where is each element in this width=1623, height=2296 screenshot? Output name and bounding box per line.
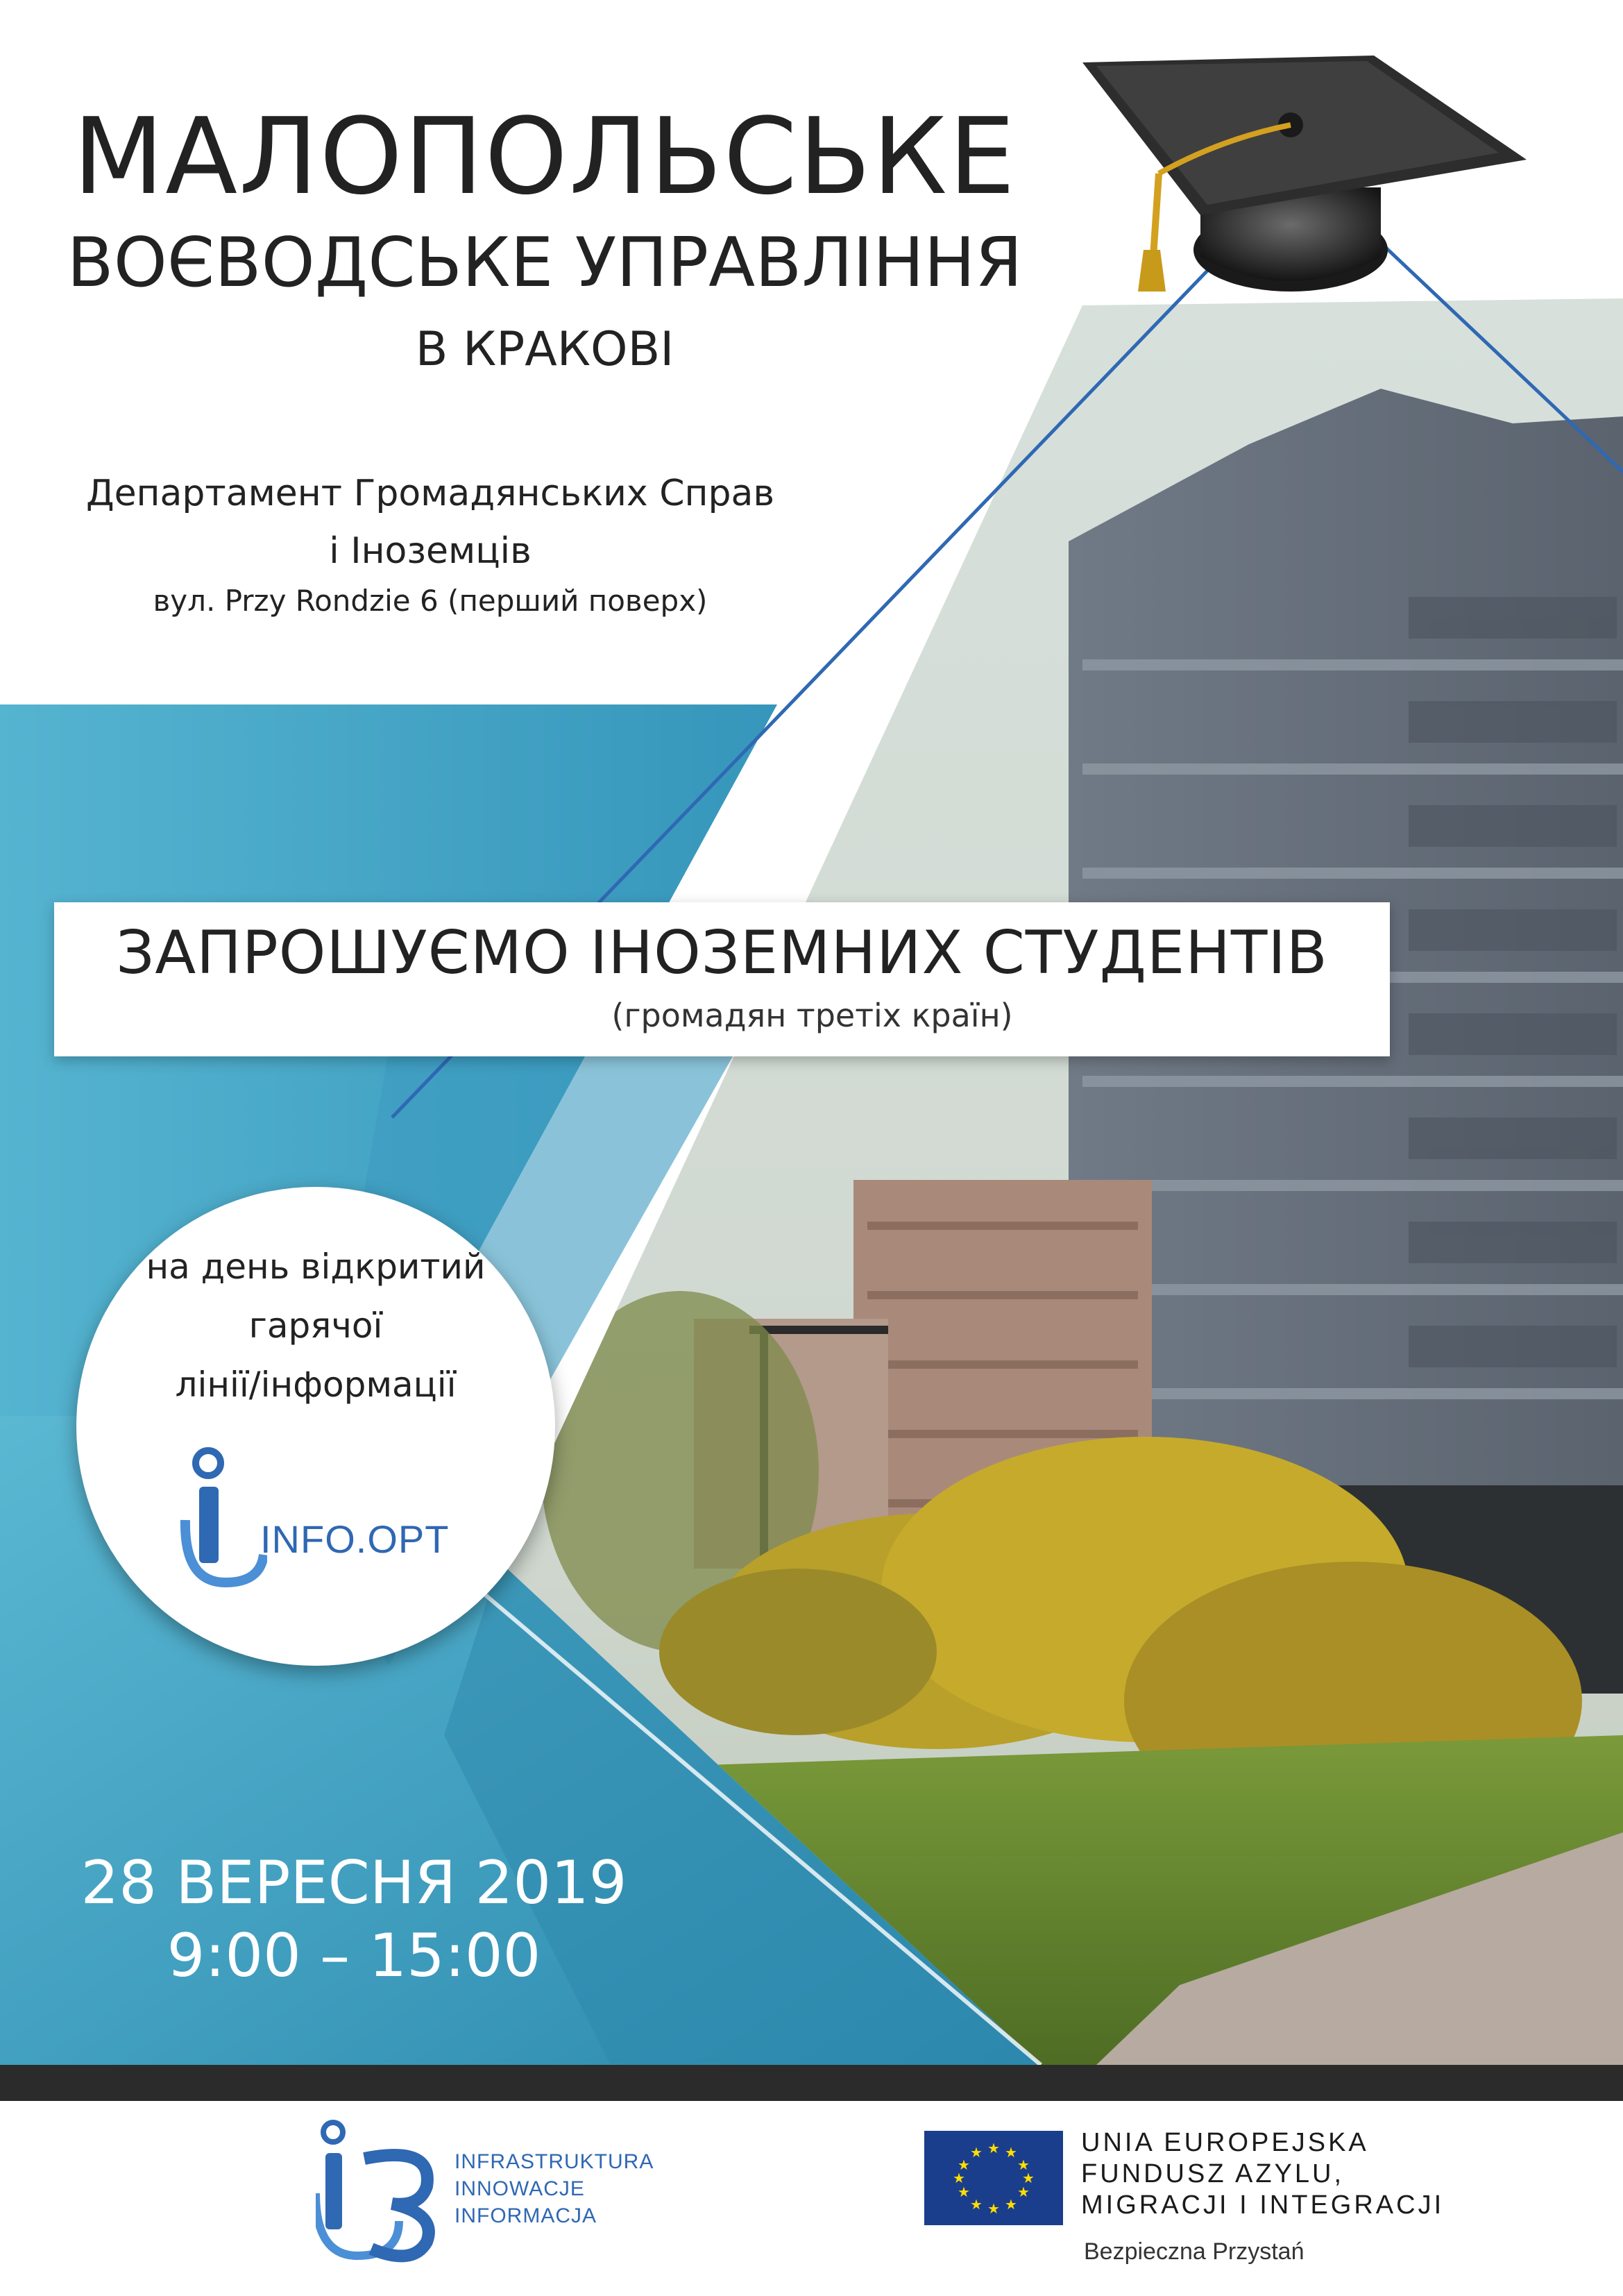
svg-text:★: ★ — [1022, 2170, 1035, 2186]
svg-text:★: ★ — [987, 2140, 1000, 2156]
info-opt-logo — [177, 1444, 267, 1596]
svg-text:★: ★ — [1005, 2196, 1017, 2213]
event-line1: на день відкритий — [146, 1247, 486, 1287]
svg-text:★: ★ — [987, 2200, 1000, 2217]
department-line2: і Іноземців — [329, 530, 532, 572]
invitation-title: ЗАПРОШУЄМО ІНОЗЕМНИХ СТУДЕНТІВ — [116, 918, 1328, 988]
svg-text:★: ★ — [1005, 2144, 1017, 2161]
eu-flag — [924, 2131, 1063, 2225]
event-line2: гарячої — [248, 1306, 383, 1346]
iii-logo-text — [454, 2148, 654, 2229]
event-time: 9:00 – 15:00 — [167, 1921, 541, 1991]
svg-text:★: ★ — [953, 2170, 965, 2186]
svg-text:★: ★ — [1017, 2184, 1030, 2200]
title-line2: ВОЄВОДСЬКЕ УПРАВЛІННЯ — [67, 223, 1023, 303]
eu-fund-text — [1081, 2127, 1444, 2220]
info-opt-logo-text: INFO.OPT — [260, 1517, 450, 1561]
svg-text:★: ★ — [970, 2196, 983, 2213]
event-date: 28 ВЕРЕСНЯ 2019 — [80, 1848, 627, 1918]
title-line1: МАЛОПОЛЬСЬКЕ — [73, 95, 1017, 218]
svg-text:★: ★ — [970, 2144, 983, 2161]
footer-bar — [0, 2065, 1623, 2101]
title-line3: В КРАКОВІ — [415, 322, 674, 377]
svg-text:★: ★ — [958, 2184, 970, 2200]
eu-line1: UNIA EUROPEJSKA — [1081, 2128, 1369, 2157]
iii-line2: INNOWACJE — [454, 2177, 585, 2200]
department-address: вул. Przy Rondzie 6 (перший поверх) — [153, 584, 708, 618]
eu-program-name: Bezpieczna Przystań — [1084, 2238, 1305, 2265]
eu-line2: FUNDUSZ AZYLU, — [1081, 2159, 1345, 2188]
graduation-cap-icon — [1082, 56, 1527, 312]
iii-line3: INFORMACJA — [454, 2204, 597, 2227]
event-line3: лінії/інформації — [175, 1365, 457, 1405]
iii-logo — [316, 2117, 448, 2263]
eu-line3: MIGRACJI I INTEGRACJI — [1081, 2190, 1445, 2220]
iii-line1: INFRASTRUKTURA — [454, 2150, 654, 2173]
svg-text:★: ★ — [958, 2156, 970, 2173]
invitation-subtitle: (громадян третіх країн) — [611, 997, 1013, 1034]
department-line1: Департамент Громадянських Справ — [85, 473, 775, 514]
svg-text:★: ★ — [1017, 2156, 1030, 2173]
